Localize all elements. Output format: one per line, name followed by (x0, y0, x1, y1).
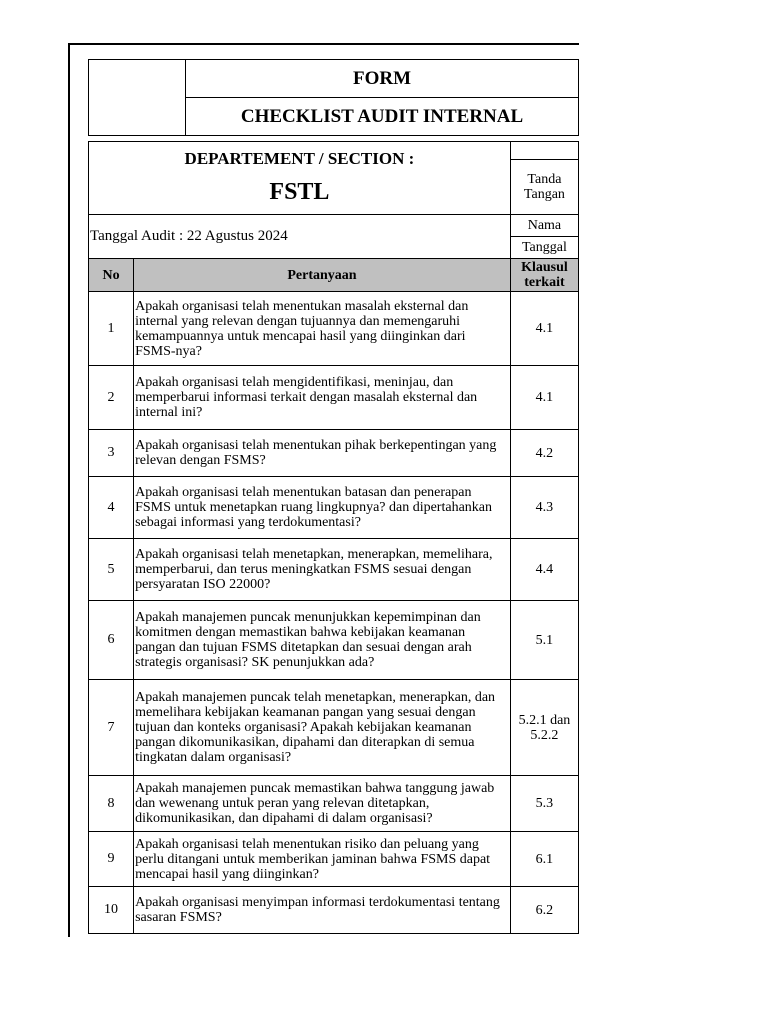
row-clause: 5.1 (510, 601, 578, 680)
row-clause: 5.3 (510, 776, 578, 832)
page-border-left (68, 43, 70, 937)
row-number: 8 (89, 776, 134, 832)
row-question: Apakah organisasi telah menentukan masalah eksternal dan internal yang relevan dengan tujuannya dan memengaruhi kemampuannya untuk mencapai hasil yang diinginkan dari FSMS-nya? (134, 292, 511, 366)
header-no: No (89, 259, 134, 292)
row-clause: 4.2 (510, 430, 578, 477)
department-label: DEPARTEMENT / SECTION : (184, 149, 415, 168)
row-number: 6 (89, 601, 134, 680)
table-row (89, 601, 579, 680)
form-subtitle: CHECKLIST AUDIT INTERNAL (186, 98, 579, 136)
table-row (89, 887, 579, 934)
row-number: 1 (89, 292, 134, 366)
tanggal-label: Tanggal (510, 237, 578, 259)
form-header (88, 59, 579, 136)
row-number: 3 (89, 430, 134, 477)
row-number: 4 (89, 477, 134, 539)
row-clause: 4.1 (510, 366, 578, 430)
signature-empty-cell (510, 142, 578, 160)
table-row (89, 477, 579, 539)
row-number: 9 (89, 832, 134, 887)
form-title: FORM (186, 60, 579, 98)
row-clause: 4.3 (510, 477, 578, 539)
row-question: Apakah organisasi telah menentukan risiko dan peluang yang perlu ditangani untuk memberikan jaminan bahwa FSMS dapat mencapai hasil yang diinginkan? (134, 832, 511, 887)
department-section (89, 142, 511, 215)
logo-placeholder (89, 60, 186, 136)
table-row (89, 539, 579, 601)
row-question: Apakah organisasi telah menentukan pihak berkepentingan yang relevan dengan FSMS? (134, 430, 511, 477)
tanda-tangan-label: Tanda Tangan (510, 160, 578, 215)
department-value: FSTL (269, 179, 330, 205)
row-clause: 5.2.1 dan 5.2.2 (510, 680, 578, 776)
checklist-table (88, 141, 579, 934)
row-number: 2 (89, 366, 134, 430)
table-row (89, 776, 579, 832)
header-question: Pertanyaan (134, 259, 511, 292)
table-row (89, 832, 579, 887)
row-question: Apakah manajemen puncak menunjukkan kepemimpinan dan komitmen dengan memastikan bahwa kebijakan keamanan pangan dan tujuan FSMS ditetapkan dan sesuai dengan arah strategis organisasi? SK penunjukkan ada? (134, 601, 511, 680)
nama-label: Nama (510, 215, 578, 237)
page-border-top (68, 43, 579, 45)
row-number: 10 (89, 887, 134, 934)
table-row (89, 366, 579, 430)
row-clause: 4.1 (510, 292, 578, 366)
row-question: Apakah organisasi telah menetapkan, menerapkan, memelihara, memperbarui, dan terus meningkatkan FSMS sesuai dengan persyaratan ISO 22000? (134, 539, 511, 601)
row-clause: 6.1 (510, 832, 578, 887)
table-row (89, 680, 579, 776)
row-number: 7 (89, 680, 134, 776)
header-clause: Klausul terkait (510, 259, 578, 292)
row-clause: 4.4 (510, 539, 578, 601)
row-number: 5 (89, 539, 134, 601)
row-question: Apakah organisasi telah mengidentifikasi, meninjau, dan memperbarui informasi terkait dengan masalah eksternal dan internal ini? (134, 366, 511, 430)
table-row (89, 430, 579, 477)
audit-date: Tanggal Audit : 22 Agustus 2024 (89, 215, 511, 259)
row-question: Apakah manajemen puncak telah menetapkan, menerapkan, dan memelihara kebijakan keamanan pangan yang sesuai dengan tujuan dan konteks organisasi? Apakah kebijakan keamanan pangan dikomunikasikan, dipahami dan diterapkan di semua tingkatan dalam organisasi? (134, 680, 511, 776)
table-row (89, 292, 579, 366)
row-question: Apakah organisasi telah menentukan batasan dan penerapan FSMS untuk menetapkan ruang lingkupnya? dan dipertahankan sebagai informasi yang terdokumentasi? (134, 477, 511, 539)
row-question: Apakah organisasi menyimpan informasi terdokumentasi tentang sasaran FSMS? (134, 887, 511, 934)
row-clause: 6.2 (510, 887, 578, 934)
row-question: Apakah manajemen puncak memastikan bahwa tanggung jawab dan wewenang untuk peran yang relevan ditetapkan, dikomunikasikan, dan dipahami di dalam organisasi? (134, 776, 511, 832)
